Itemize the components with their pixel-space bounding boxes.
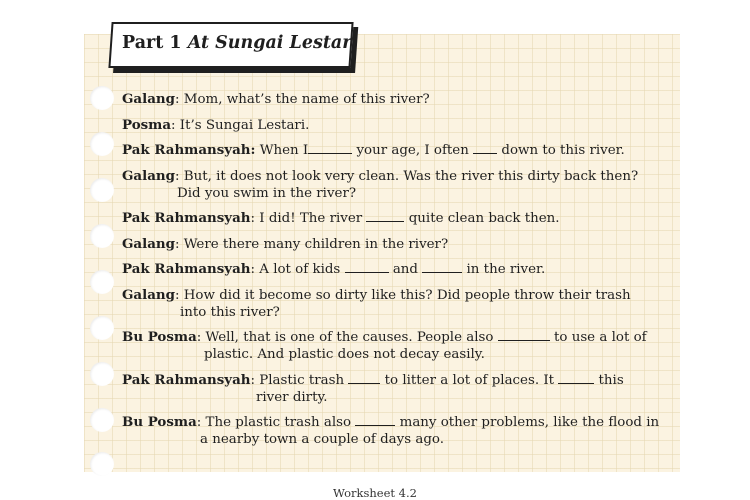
line-continuation: Did you swim in the river? xyxy=(177,185,357,201)
line-continuation: a nearby town a couple of days ago. xyxy=(200,432,444,447)
binder-hole xyxy=(90,178,114,202)
line-text: : How did it become so dirty like this? Did people throw their trash xyxy=(174,287,631,303)
worksheet-number: Worksheet 4.2 xyxy=(333,486,417,500)
speaker: Pak Rahmansyah xyxy=(122,371,251,388)
answer-blank[interactable] xyxy=(345,261,389,273)
binder-hole xyxy=(90,86,114,110)
answer-blank[interactable] xyxy=(473,142,497,154)
speaker: Galang xyxy=(122,91,175,107)
dialogue-line xyxy=(122,236,670,253)
speaker: Bu Posma xyxy=(122,414,197,430)
binder-hole xyxy=(90,132,114,156)
answer-blank[interactable] xyxy=(308,142,352,154)
dialogue-line xyxy=(122,287,670,321)
binder-hole xyxy=(90,408,114,432)
dialogue-line xyxy=(122,261,670,278)
binder-hole xyxy=(90,452,114,476)
line-text: to litter a lot of places. It xyxy=(380,372,559,388)
speaker: Galang xyxy=(122,167,175,184)
speaker: Posma xyxy=(122,116,172,133)
line-continuation: river dirty. xyxy=(256,389,328,405)
line-text: quite clean back then. xyxy=(404,211,560,226)
line-text: : But, it does not look very clean. Was the river this dirty back then? xyxy=(174,168,639,184)
line-text: in the river. xyxy=(462,262,546,277)
dialogue-line xyxy=(122,329,670,363)
speaker: Bu Posma xyxy=(122,329,197,345)
binder-hole xyxy=(90,362,114,386)
line-text: : A lot of kids xyxy=(250,262,345,277)
line-text: and xyxy=(388,262,423,277)
line-text: : Were there many children in the river? xyxy=(174,236,449,252)
line-text: this xyxy=(594,372,624,388)
line-text: to use a lot of xyxy=(549,330,647,345)
answer-blank[interactable] xyxy=(355,414,395,426)
dialogue-line xyxy=(122,210,670,227)
dialogue-line xyxy=(122,168,670,202)
line-text: down to this river. xyxy=(497,143,625,158)
answer-blank[interactable] xyxy=(498,329,550,341)
binder-hole xyxy=(90,316,114,340)
line-text: your age, I often xyxy=(352,143,474,158)
dialogue-line xyxy=(122,117,670,134)
line-continuation: plastic. And plastic does not decay easily. xyxy=(204,347,485,362)
answer-blank[interactable] xyxy=(422,261,462,273)
line-continuation: into this river? xyxy=(180,304,280,320)
line-text: : I did! The river xyxy=(250,211,367,226)
dialogue-line xyxy=(122,91,670,108)
part-subtitle: At Sungai Lestari xyxy=(187,33,359,53)
page-title xyxy=(122,33,358,53)
line-text: : It’s Sungai Lestari. xyxy=(171,117,310,133)
speaker: Pak Rahmansyah: xyxy=(122,142,256,158)
answer-blank[interactable] xyxy=(558,372,594,384)
line-text: many other problems, like the flood in xyxy=(395,415,660,430)
binder-hole xyxy=(90,270,114,294)
answer-blank[interactable] xyxy=(366,210,404,222)
line-text: : The plastic trash also xyxy=(196,415,356,430)
speaker: Pak Rahmansyah xyxy=(122,210,251,226)
dialogue xyxy=(122,91,670,457)
dialogue-line xyxy=(122,372,670,406)
line-text: : Mom, what’s the name of this river? xyxy=(174,92,430,107)
speaker: Galang xyxy=(122,286,175,303)
line-text: : Well, that is one of the causes. People also xyxy=(196,330,498,345)
part-label: Part 1 xyxy=(122,33,182,53)
line-text: : Plastic trash xyxy=(250,372,349,388)
speaker: Galang xyxy=(122,235,175,252)
dialogue-line xyxy=(122,414,670,448)
answer-blank[interactable] xyxy=(348,372,380,384)
binder-hole xyxy=(90,224,114,248)
speaker: Pak Rahmansyah xyxy=(122,261,251,277)
dialogue-line xyxy=(122,142,670,159)
line-text: When I xyxy=(255,143,309,158)
